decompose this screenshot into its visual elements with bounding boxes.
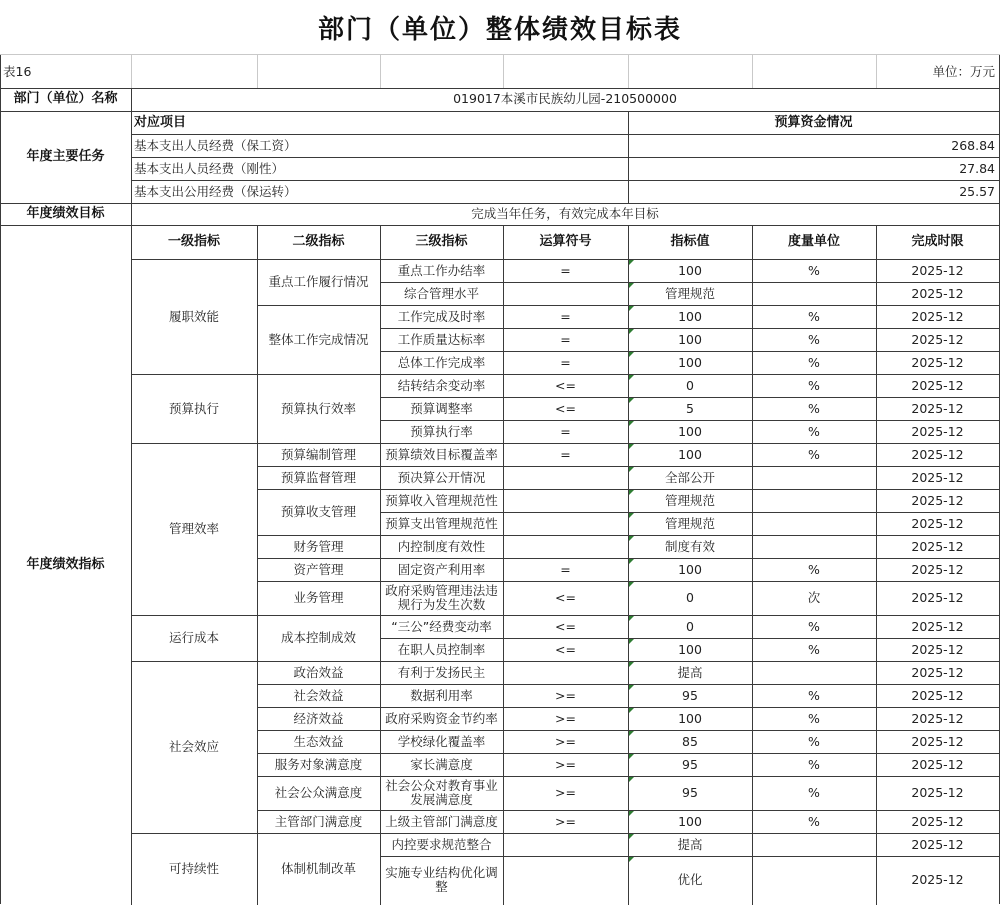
measure-unit: [752, 512, 876, 535]
measure-unit: %: [808, 641, 820, 657]
level3-indicator: “三公”经费变动率: [391, 618, 492, 634]
header-unit: 度量单位: [787, 234, 840, 249]
operator: =: [560, 446, 571, 462]
level2-indicator: 政治效益: [293, 664, 344, 680]
target-value: 100: [678, 641, 702, 657]
operator: [503, 489, 628, 512]
measure-unit: %: [808, 377, 820, 393]
measure-unit: %: [808, 262, 820, 278]
operator: =: [560, 331, 571, 347]
deadline: 2025-12: [911, 285, 964, 301]
target-value: 100: [678, 710, 702, 726]
measure-unit: [752, 535, 876, 558]
deadline: 2025-12: [911, 618, 964, 634]
level2-indicator: 社会公众满意度: [274, 785, 363, 800]
measure-unit: %: [808, 756, 820, 772]
level2-indicator: 服务对象满意度: [274, 756, 363, 772]
operator: >=: [555, 785, 576, 800]
task-item-name: 基本支出人员经费（保工资）: [134, 137, 297, 153]
measure-unit: %: [808, 687, 820, 703]
deadline: 2025-12: [911, 785, 964, 800]
level3-indicator: 工作完成及时率: [397, 308, 486, 324]
level1-indicator: 履职效能: [168, 308, 219, 324]
level3-indicator: 政府采购管理违法违规行为发生次数: [385, 583, 498, 612]
unit-label: 单位：万元: [932, 64, 995, 79]
level2-indicator: 社会效益: [293, 687, 344, 703]
dept-name-value: 019017本溪市民族幼儿园-210500000: [453, 91, 677, 106]
operator: <=: [555, 377, 576, 393]
measure-unit: %: [808, 618, 820, 634]
deadline: 2025-12: [911, 308, 964, 324]
measure-unit: 次: [807, 590, 821, 605]
deadline: 2025-12: [911, 423, 964, 439]
level3-indicator: 在职人员控制率: [397, 641, 486, 657]
header-deadline: 完成时限: [911, 234, 964, 249]
sheet-title: 部门（单位）整体绩效目标表: [317, 14, 682, 45]
measure-unit: %: [808, 354, 820, 370]
target-value: 管理规范: [664, 515, 715, 531]
measure-unit: %: [808, 423, 820, 439]
target-value: 85: [682, 733, 698, 749]
level3-indicator: 固定资产利用率: [397, 561, 486, 577]
level2-indicator: 预算监督管理: [280, 469, 356, 485]
operator: [503, 512, 628, 535]
level3-indicator: 实施专业结构优化调整: [385, 865, 498, 894]
deadline: 2025-12: [911, 872, 964, 887]
level2-indicator: 预算编制管理: [280, 446, 356, 462]
measure-unit: [752, 489, 876, 512]
measure-unit: %: [808, 813, 820, 829]
level2-indicator: 预算执行效率: [280, 400, 356, 416]
deadline: 2025-12: [911, 836, 964, 852]
measure-unit: %: [808, 561, 820, 577]
level2-indicator: 经济效益: [293, 710, 344, 726]
level2-indicator: 资产管理: [293, 561, 344, 577]
annual-goal-value: 完成当年任务，有效完成本年目标: [471, 206, 659, 221]
level3-indicator: 社会公众对教育事业发展满意度: [385, 778, 498, 807]
level3-indicator: 预算绩效目标覆盖率: [385, 446, 498, 462]
level1-indicator: 预算执行: [168, 400, 219, 416]
measure-unit: %: [808, 785, 820, 800]
target-value: 100: [678, 423, 702, 439]
level1-indicator: 社会效应: [168, 739, 219, 754]
target-value: 优化: [677, 872, 703, 887]
deadline: 2025-12: [911, 687, 964, 703]
dept-name-label: 部门（单位）名称: [13, 91, 118, 106]
target-value: 制度有效: [664, 538, 715, 554]
level3-indicator: 预算收入管理规范性: [385, 492, 498, 508]
deadline: 2025-12: [911, 756, 964, 772]
operator: =: [560, 354, 571, 370]
deadline: 2025-12: [911, 377, 964, 393]
deadline: 2025-12: [911, 590, 964, 605]
measure-unit: [752, 856, 876, 904]
deadline: 2025-12: [911, 492, 964, 508]
measure-unit: %: [808, 400, 820, 416]
target-value: 100: [678, 331, 702, 347]
level2-indicator: 体制机制改革: [280, 860, 356, 876]
deadline: 2025-12: [911, 813, 964, 829]
operator: =: [560, 561, 571, 577]
operator: [503, 466, 628, 489]
operator: >=: [555, 733, 576, 749]
operator: =: [560, 262, 571, 278]
operator: =: [560, 308, 571, 324]
operator: <=: [555, 400, 576, 416]
operator: <=: [555, 590, 576, 605]
target-value: 100: [678, 262, 702, 278]
measure-unit: [752, 466, 876, 489]
level3-indicator: 学校绿化覆盖率: [397, 733, 486, 749]
deadline: 2025-12: [911, 446, 964, 462]
level2-indicator: 业务管理: [293, 590, 344, 605]
operator: <=: [555, 618, 576, 634]
operator: >=: [555, 756, 576, 772]
level1-indicator: 运行成本: [168, 630, 219, 645]
level3-indicator: 总体工作完成率: [397, 354, 486, 370]
target-value: 100: [678, 446, 702, 462]
level2-indicator: 预算收支管理: [280, 504, 356, 519]
level1-indicator: 可持续性: [168, 860, 219, 876]
header-operator: 运算符号: [539, 234, 592, 249]
operator: [503, 856, 628, 904]
level2-indicator: 成本控制成效: [280, 630, 356, 645]
header-level3: 三级指标: [415, 234, 468, 249]
level2-indicator: 重点工作履行情况: [268, 274, 369, 289]
annual-goal-label: 年度绩效目标: [26, 206, 105, 221]
measure-unit: %: [808, 331, 820, 347]
target-value: 95: [682, 687, 698, 703]
target-value: 0: [686, 590, 694, 605]
target-value: 100: [678, 308, 702, 324]
target-value: 管理规范: [664, 285, 715, 301]
level3-indicator: 政府采购资金节约率: [385, 710, 498, 726]
target-value: 5: [686, 400, 694, 416]
level2-indicator: 生态效益: [293, 733, 344, 749]
deadline: 2025-12: [911, 641, 964, 657]
level3-indicator: 上级主管部门满意度: [385, 813, 498, 829]
level3-indicator: 工作质量达标率: [397, 331, 486, 347]
operator: =: [560, 423, 571, 439]
target-value: 提高: [677, 664, 703, 680]
task-item-amount: 27.84: [959, 160, 995, 176]
target-value: 0: [686, 377, 694, 393]
operator: >=: [555, 710, 576, 726]
operator: [503, 833, 628, 856]
deadline: 2025-12: [911, 469, 964, 485]
measure-unit: %: [808, 710, 820, 726]
level3-indicator: 结转结余变动率: [397, 377, 486, 393]
task-item-name: 基本支出人员经费（刚性）: [134, 160, 285, 176]
deadline: 2025-12: [911, 354, 964, 370]
level3-indicator: 预决算公开情况: [397, 469, 486, 485]
annual-indicators-label: 年度绩效指标: [26, 556, 105, 572]
level3-indicator: 内控要求规范整合: [391, 836, 492, 852]
level3-indicator: 预算支出管理规范性: [385, 515, 498, 531]
operator: [503, 282, 628, 305]
task-item-name: 基本支出公用经费（保运转）: [134, 183, 297, 199]
target-value: 管理规范: [664, 492, 715, 508]
deadline: 2025-12: [911, 710, 964, 726]
level2-indicator: 主管部门满意度: [274, 813, 363, 829]
annual-tasks-label: 年度主要任务: [26, 149, 105, 164]
level3-indicator: 预算执行率: [410, 423, 473, 439]
deadline: 2025-12: [911, 400, 964, 416]
level3-indicator: 有利于发扬民主: [397, 664, 486, 680]
col-budget-header: 预算资金情况: [774, 114, 853, 130]
deadline: 2025-12: [911, 515, 964, 531]
deadline: 2025-12: [911, 538, 964, 554]
target-value: 全部公开: [664, 469, 715, 485]
measure-unit: %: [808, 446, 820, 462]
header-target-value: 指标值: [670, 234, 710, 249]
level3-indicator: 综合管理水平: [403, 285, 479, 301]
measure-unit: %: [808, 308, 820, 324]
level3-indicator: 家长满意度: [410, 756, 473, 772]
measure-unit: [752, 833, 876, 856]
operator: [503, 535, 628, 558]
deadline: 2025-12: [911, 733, 964, 749]
target-value: 提高: [677, 836, 703, 852]
deadline: 2025-12: [911, 262, 964, 278]
measure-unit: %: [808, 733, 820, 749]
deadline: 2025-12: [911, 561, 964, 577]
measure-unit: [752, 661, 876, 684]
target-value: 95: [682, 785, 698, 800]
operator: >=: [555, 687, 576, 703]
col-project-header: 对应项目: [134, 114, 187, 130]
level3-indicator: 重点工作办结率: [397, 262, 486, 278]
level2-indicator: 整体工作完成情况: [268, 331, 369, 347]
task-item-amount: 268.84: [951, 137, 995, 153]
operator: >=: [555, 813, 576, 829]
measure-unit: [752, 282, 876, 305]
deadline: 2025-12: [911, 331, 964, 347]
target-value: 100: [678, 813, 702, 829]
target-value: 0: [686, 618, 694, 634]
table-number: 表16: [3, 64, 32, 79]
operator: [503, 661, 628, 684]
level3-indicator: 预算调整率: [410, 400, 473, 416]
target-value: 95: [682, 756, 698, 772]
level2-indicator: 财务管理: [293, 538, 344, 554]
deadline: 2025-12: [911, 664, 964, 680]
task-item-amount: 25.57: [959, 183, 995, 199]
header-level1: 一级指标: [167, 234, 220, 249]
level3-indicator: 内控制度有效性: [397, 538, 486, 554]
target-value: 100: [678, 354, 702, 370]
operator: <=: [555, 641, 576, 657]
target-value: 100: [678, 561, 702, 577]
level3-indicator: 数据利用率: [410, 687, 473, 703]
header-level2: 二级指标: [292, 234, 345, 249]
level1-indicator: 管理效率: [168, 521, 219, 536]
